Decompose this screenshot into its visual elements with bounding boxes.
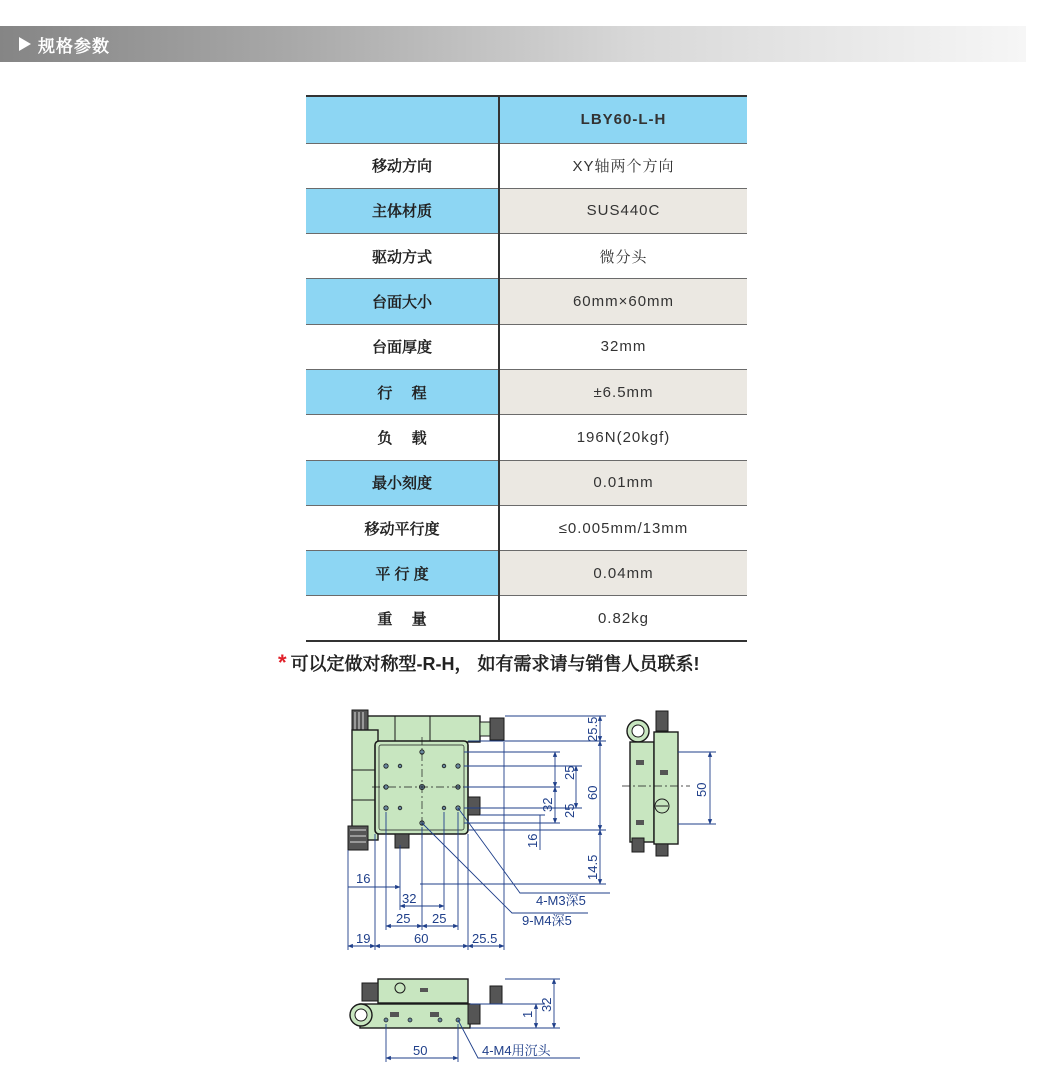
spec-label: 移动方向 (306, 143, 499, 188)
spec-value: 0.82kg (499, 596, 747, 641)
dim-25-bottom-a: 25 (396, 911, 411, 926)
dim-50-side: 50 (694, 782, 709, 797)
dim-32-vertical: 32 (540, 797, 555, 812)
spec-label: 负 载 (306, 415, 499, 460)
top-view (348, 710, 504, 850)
dim-16-right: 16 (525, 833, 540, 848)
spec-value: 微分头 (499, 234, 747, 279)
dim-32-front: 32 (539, 997, 554, 1012)
dim-25-bottom-b: 25 (432, 911, 447, 926)
section-title: 规格参数 (38, 36, 110, 56)
spec-label: 移动平行度 (306, 505, 499, 550)
callout-9-m4: 9-M4深5 (522, 913, 572, 928)
dim-14-5: 14.5 (585, 854, 600, 880)
dim-60-vertical: 60 (585, 785, 600, 800)
spec-label: 重 量 (306, 596, 499, 641)
side-view (622, 711, 690, 856)
front-view (350, 979, 502, 1028)
spec-label: 台面厚度 (306, 324, 499, 369)
asterisk-icon: * (278, 650, 287, 675)
note-text: 可以定做对称型-R-H， 如有需求请与销售人员联系! (290, 654, 700, 674)
spec-label: 平 行 度 (306, 551, 499, 596)
spec-value: 0.04mm (499, 551, 747, 596)
callout-4-m4-counterbore: 4-M4用沉头 (482, 1043, 551, 1058)
spec-value: XY轴两个方向 (499, 143, 747, 188)
dim-25-lower: 25 (562, 803, 577, 818)
spec-label: 台面大小 (306, 279, 499, 324)
spec-value: 60mm×60mm (499, 279, 747, 324)
dim-16-left: 16 (356, 871, 371, 886)
dim-25-5-bottom: 25.5 (472, 931, 498, 946)
dim-32-bottom: 32 (402, 891, 417, 906)
dim-25-5-top: 25.5 (585, 716, 600, 742)
spec-value: 0.01mm (499, 460, 747, 505)
spec-value: ±6.5mm (499, 369, 747, 414)
spec-value: ≤0.005mm/13mm (499, 505, 747, 550)
dim-60-bottom: 60 (414, 931, 429, 946)
spec-label: 最小刻度 (306, 460, 499, 505)
spec-value: 32mm (499, 324, 747, 369)
spec-label: 主体材质 (306, 188, 499, 233)
spec-label: 驱动方式 (306, 234, 499, 279)
dim-1-front: 1 (520, 1010, 535, 1018)
callout-4-m3: 4-M3深5 (536, 893, 586, 908)
spec-value: 196N(20kgf) (499, 415, 747, 460)
dim-50-front: 50 (413, 1043, 428, 1058)
spec-label: 行 程 (306, 369, 499, 414)
dim-25-upper: 25 (562, 765, 577, 780)
dim-19: 19 (356, 931, 371, 946)
spec-value: SUS440C (499, 188, 747, 233)
spec-model: LBY60-L-H (499, 96, 747, 143)
